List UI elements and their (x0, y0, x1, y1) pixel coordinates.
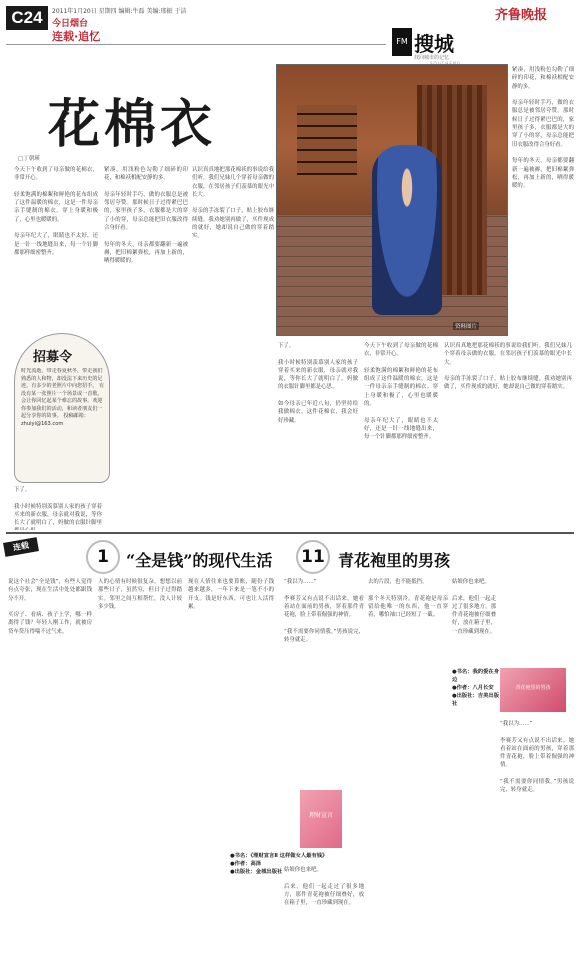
newspaper-logo: 齐鲁晚报 (495, 8, 548, 23)
book-2-publisher: ●出版社：吉美出版社 (452, 693, 499, 707)
story-1-number: 1 (86, 540, 120, 574)
window (297, 105, 357, 175)
book-1-info (230, 852, 360, 876)
section-title: 搜城 (414, 32, 454, 56)
section-subtitle: 找回城市的记忆 (414, 55, 450, 61)
article-column-2: 紧凑，用浅粉色勾勒了细碎的印花，和棉袄相配安静的多。 母亲年轻时手巧，做的衣服总是被邻居夸赞。那时候日子过得紧巴巴的，家里孩子多，衣服都是大的穿了小的穿，母亲总能把旧衣服改得合身好看。 每年的冬天，母亲都要翻新一遍被褥，把旧棉絮弹松，再加上新的，晒得暖暖的。 (104, 167, 188, 265)
story-2-column-5: 姑娘你也来吧。 后来，他们一起走过了很多地方，那件青花袍被仔细叠好，放在箱子里，一直珍藏到现在。 (284, 867, 364, 907)
story-1-column-2: 人的心情有时候很复杂，想想以前那些日子，虽然穷，但日子过得踏实。邻里之间互相帮忙，没人计较多少钱。 (98, 579, 182, 610)
article-column-right: 紧凑，用浅粉色勾勒了细碎的印花，和棉袄相配安静的多。 母亲年轻时手巧，做的衣服总是被邻居夸赞。那时候日子过得紧巴巴的，家里孩子多，衣服都是大的穿了小的穿，母亲总能把旧衣服改得合身好看。 每年的冬天，母亲都要翻新一遍被褥，把旧棉絮弹松，再加上新的，晒得暖暖的。 (512, 67, 574, 190)
article-column-3: 认识真真地把那花棉袄的事说给我们听。我们兄妹几个穿着母亲做的衣服，在邻居孩子们羡慕的眼光中长大。 母亲的手冻裂了口子，贴上胶布继续缝。我劝她别再做了，买件现成的就好，她却说自己做的穿着踏实。 (192, 167, 274, 240)
serial-tag: 连载 (3, 537, 39, 557)
column-name: 连载·追忆 (52, 30, 101, 43)
story-2-number: 11 (296, 540, 330, 574)
story-1-column-1: 说这个社会“全是钱”，有些人觉得有点夸张，现在生活中处处都跟钱分不开。 买房子、看病、孩子上学，哪一样离得了钱？年轻人刚工作，就被房贷车贷压得喘不过气来。 (8, 579, 92, 635)
issue-date: 2011年1月20日 星期四 编辑:牛磊 美编:邢振 于洁 (52, 8, 187, 15)
recruitment-notice (14, 333, 110, 483)
woman-in-padded-coat (372, 145, 442, 315)
page-number: C24 (6, 6, 48, 30)
story-2-column-2: 去的片段，也不能抵挡。 那个冬天特别冷，青花袍是母亲留给他唯一的东西，他一直穿着，哪怕袖口已经短了一截。 (368, 579, 448, 619)
story-2-column-3: 姑娘你也来吧。 后来，他们一起走过了很多地方，那件青花袍被仔细叠好，放在箱子里，一直珍藏到现在。 (452, 579, 496, 635)
photo-caption: 资料图片 (455, 324, 478, 330)
story-2-column-4: “我以为……” 李赛芳又有点说不出话来。她看着站在面前的男孩，穿着那件青花袍，脸上带着倔强的神情。 “我不需要你同情我。”男孩说完，转身就走。 (500, 721, 574, 794)
recruitment-body: 时光流逝，带走春夏秋冬，带走我们熟悉的人和物，却没法下来历史的足迹，有多少的老照片中向您招手。 有没有某一张照片一个场景或一首歌，会让你回忆起某个难忘的故事。欢迎你参加我们的活动，和读者朋友们一起分享你的故事。 投稿邮箱：zhuiyi@163.com (21, 368, 105, 427)
book-1-name: ●书名：《理财宣言Ⅱ 这样做女人最有钱》 (230, 853, 328, 859)
book-cover-1: 理财宣言 (300, 790, 342, 848)
book-cover-2: 青花袍里的男孩 (500, 668, 566, 712)
header-divider (6, 44, 386, 45)
book-1-author: ●作者：高泽 (230, 861, 262, 867)
article-column-5: 今天下午收到了母亲做的花棉衣，非常开心。 轻柔饱满的棉絮和鲜艳的花布组成了这件温暖的棉衣，这是一件母亲亲手缝制的棉衣。穿上身暖和极了，心里也暖暖的。 母亲年纪大了，眼睛也不太好，还是一针一线地缝出来，每一个针脚都那样细密整齐。 (364, 343, 438, 441)
book-2-author: ●作者：八月长安 (452, 685, 494, 691)
article-photo (276, 64, 508, 336)
story-2-column-1: “我以为……” 李赛芳又有点说不出话来。她看着站在面前的男孩，穿着那件青花袍，脸上带着倔强的神情。 “我不需要你同情我。”男孩说完，转身就走。 (284, 579, 364, 644)
article-column-4: 下了。 我小时候特别羡慕别人家的孩子穿着买来的新衣服，母亲就对我说，等你长大了就明白了，妈做的衣服针脚里都是心思。 如今母亲已年近八旬，仍坚持给我做棉衣。这件花棉衣，我会好好珍藏。 (278, 343, 358, 424)
edition-name: 今日烟台 (52, 19, 89, 29)
book-1-publisher: ●出版社：金城出版社 (230, 869, 283, 875)
story-1-column-3: 现在人情往来也要算账，随份子钱越来越多，一年下来是一笔不小的开支。钱是好东西，可也让人活得累。 (188, 579, 274, 610)
article-column-1: 今天下午收到了母亲做的花棉衣，非常开心。 轻柔饱满的棉絮和鲜艳的花布组成了这件温暖的棉衣，这是一件母亲亲手缝制的棉衣。穿上身暖和极了，心里也暖暖的。 母亲年纪大了，眼睛也不太好，还是一针一线地缝出来，每一个针脚都那样细密整齐。 (14, 167, 98, 256)
story-2-title: 青花袍里的男孩 (338, 551, 451, 570)
byline: □丁朝瑛 (18, 156, 40, 162)
book-2-info (452, 668, 500, 708)
article-column-1b: 下了。 我小时候特别羡慕别人家的孩子穿着买来的新衣服，母亲就对我说，等你长大了就明白了，妈做的衣服针脚里 (14, 487, 102, 527)
book-2-name: ●书名：我的爱在身边 (452, 669, 499, 683)
article-title: 花棉衣 (48, 94, 217, 155)
section-divider (6, 532, 574, 534)
recruitment-title: 招募令 (33, 350, 73, 365)
story-1-title: “全是钱”的现代生活 (126, 551, 273, 570)
section-mark: FM (392, 28, 412, 56)
article-column-6: 认识真真地把那花棉袄的事说给我们听。我们兄妹几个穿着母亲做的衣服，在邻居孩子们羡慕的眼光中长大。 母亲的手冻裂了口子，贴上胶布继续缝。我劝她别再做了，买件现成的就好，她却说自己做的穿着踏实。 (444, 343, 572, 391)
section-masthead (392, 28, 512, 62)
